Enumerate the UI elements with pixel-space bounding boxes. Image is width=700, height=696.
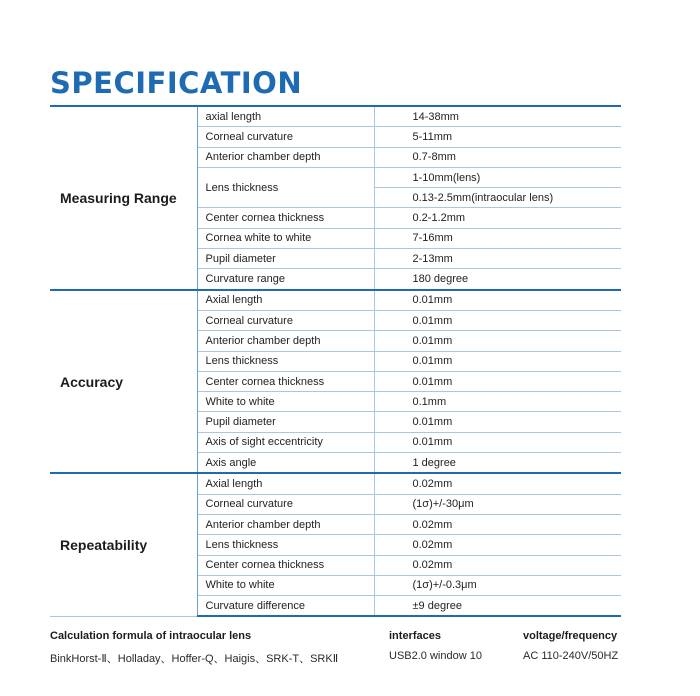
spec-value: 0.01mm	[374, 432, 621, 452]
spec-value: (1σ)+/-30μm	[374, 494, 621, 514]
spec-item: Lens thickness	[197, 167, 374, 208]
spec-item: White to white	[197, 392, 374, 412]
spec-item: Lens thickness	[197, 535, 374, 555]
spec-value: 0.1mm	[374, 392, 621, 412]
spec-item: Lens thickness	[197, 351, 374, 371]
group-label-measuring-range: Measuring Range	[50, 106, 197, 290]
spec-value: 180 degree	[374, 269, 621, 290]
spec-item: Anterior chamber depth	[197, 514, 374, 534]
spec-item: Axial length	[197, 473, 374, 494]
spec-value: (1σ)+/-0.3μm	[374, 575, 621, 595]
spec-value: 14-38mm	[374, 106, 621, 127]
spec-item: Curvature range	[197, 269, 374, 290]
spec-table	[50, 105, 621, 617]
spec-item: Corneal curvature	[197, 310, 374, 330]
spec-item: Axis of sight eccentricity	[197, 432, 374, 452]
power-value: AC 110-240V/50HZ	[523, 650, 619, 662]
spec-value: ±9 degree	[374, 596, 621, 617]
page-title: SPECIFICATION	[50, 66, 303, 100]
spec-value: 0.01mm	[374, 290, 621, 311]
spec-value: 7-16mm	[374, 228, 621, 248]
spec-item: White to white	[197, 575, 374, 595]
spec-value: 0.7-8mm	[374, 147, 621, 167]
spec-item: Pupil diameter	[197, 412, 374, 432]
spec-item: Corneal curvature	[197, 127, 374, 147]
spec-item: Center cornea thickness	[197, 371, 374, 391]
spec-item: axial length	[197, 106, 374, 127]
spec-value: 0.02mm	[374, 555, 621, 575]
spec-value: 0.01mm	[374, 331, 621, 351]
table-row	[50, 473, 621, 494]
spec-value: 0.02mm	[374, 535, 621, 555]
spec-value: 5-11mm	[374, 127, 621, 147]
table-row	[50, 106, 621, 127]
spec-value: 0.02mm	[374, 473, 621, 494]
spec-item: Axis angle	[197, 453, 374, 474]
spec-value: 0.13-2.5mm(intraocular lens)	[374, 188, 621, 208]
formula-heading: Calculation formula of intraocular lens	[50, 630, 252, 642]
spec-item: Cornea white to white	[197, 228, 374, 248]
group-label-repeatability: Repeatability	[50, 473, 197, 616]
spec-item: Pupil diameter	[197, 249, 374, 269]
formula-value: BinkHorst-Ⅱ、Holladay、Hoffer-Q、Haigis、SRK-T、SRKⅡ	[50, 653, 339, 665]
spec-item: Center cornea thickness	[197, 555, 374, 575]
spec-value: 0.01mm	[374, 371, 621, 391]
spec-item: Anterior chamber depth	[197, 147, 374, 167]
interfaces-heading: interfaces	[389, 630, 441, 642]
spec-item: Axial length	[197, 290, 374, 311]
spec-item: Anterior chamber depth	[197, 331, 374, 351]
spec-item: Center cornea thickness	[197, 208, 374, 228]
group-label-accuracy: Accuracy	[50, 290, 197, 474]
spec-value: 0.01mm	[374, 412, 621, 432]
interfaces-value: USB2.0 window 10	[389, 650, 482, 662]
spec-value: 0.01mm	[374, 310, 621, 330]
spec-value: 1 degree	[374, 453, 621, 474]
spec-value: 1-10mm(lens)	[374, 167, 621, 187]
spec-value: 2-13mm	[374, 249, 621, 269]
spec-value: 0.02mm	[374, 514, 621, 534]
spec-item: Curvature difference	[197, 596, 374, 617]
spec-item: Corneal curvature	[197, 494, 374, 514]
spec-value: 0.2-1.2mm	[374, 208, 621, 228]
table-row	[50, 290, 621, 311]
power-heading: voltage/frequency	[523, 630, 618, 642]
spec-value: 0.01mm	[374, 351, 621, 371]
